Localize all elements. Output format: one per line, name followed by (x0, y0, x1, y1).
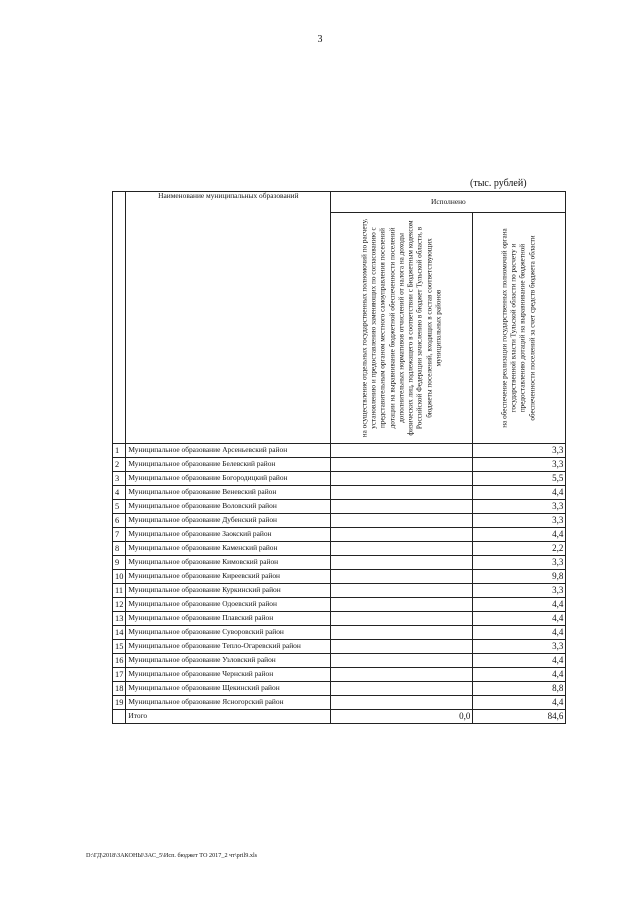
table-row (113, 640, 566, 654)
municipality-name: Муниципальное образование Узловский район (126, 654, 331, 668)
municipality-name: Муниципальное образование Заокский район (126, 528, 331, 542)
value-col-a (331, 612, 473, 626)
value-col-a (331, 570, 473, 584)
municipality-name: Муниципальное образование Суворовский район (126, 626, 331, 640)
row-number: 11 (113, 584, 126, 598)
value-col-b: 3,3 (473, 584, 566, 598)
value-col-a (331, 500, 473, 514)
total-row (113, 710, 566, 724)
value-col-b: 5,5 (473, 472, 566, 486)
table-row (113, 556, 566, 570)
municipality-name: Муниципальное образование Ясногорский район (126, 696, 331, 710)
table-row (113, 514, 566, 528)
value-col-a: 0,0 (331, 710, 473, 724)
table-row (113, 486, 566, 500)
value-col-b: 4,4 (473, 696, 566, 710)
table-row (113, 584, 566, 598)
row-number: 16 (113, 654, 126, 668)
row-number: 18 (113, 682, 126, 696)
row-number: 4 (113, 486, 126, 500)
row-number: 2 (113, 458, 126, 472)
row-number: 8 (113, 542, 126, 556)
value-col-b: 4,4 (473, 668, 566, 682)
municipality-name: Муниципальное образование Веневский район (126, 486, 331, 500)
value-col-a (331, 514, 473, 528)
value-col-b: 84,6 (473, 710, 566, 724)
value-col-b: 4,4 (473, 626, 566, 640)
municipality-name: Муниципальное образование Арсеньевский район (126, 444, 331, 458)
row-number: 7 (113, 528, 126, 542)
value-col-a (331, 696, 473, 710)
municipality-name: Муниципальное образование Тепло-Огаревский район (126, 640, 331, 654)
row-number: 3 (113, 472, 126, 486)
footer-file-path: D:\ГД\2018\ЗАКОНЫ\ЗАС_5\Исп. бюджет ТО 2017_2 чт\pril9.xls (86, 852, 258, 859)
table-row (113, 444, 566, 458)
value-col-b: 4,4 (473, 486, 566, 500)
table-row (113, 528, 566, 542)
value-col-a (331, 682, 473, 696)
value-col-a (331, 668, 473, 682)
value-col-a (331, 626, 473, 640)
table-row (113, 598, 566, 612)
value-col-b: 2,2 (473, 542, 566, 556)
table-row (113, 668, 566, 682)
row-number: 19 (113, 696, 126, 710)
municipality-name: Муниципальное образование Кимовский район (126, 556, 331, 570)
value-col-a (331, 556, 473, 570)
row-number (113, 710, 126, 724)
value-col-b: 4,4 (473, 612, 566, 626)
table-row (113, 682, 566, 696)
value-col-b: 4,4 (473, 528, 566, 542)
row-number: 17 (113, 668, 126, 682)
table-header-row (113, 192, 566, 213)
value-col-a (331, 542, 473, 556)
page-number: 3 (317, 34, 323, 45)
municipality-name: Муниципальное образование Дубенский район (126, 514, 331, 528)
row-number: 14 (113, 626, 126, 640)
municipality-name: Муниципальное образование Богородицкий район (126, 472, 331, 486)
value-col-a (331, 584, 473, 598)
header-col-b (473, 213, 566, 444)
municipality-name: Муниципальное образование Белевский район (126, 458, 331, 472)
row-number: 12 (113, 598, 126, 612)
units-label: (тыс. рублей) (470, 178, 527, 189)
value-col-b: 8,8 (473, 682, 566, 696)
municipality-name: Муниципальное образование Чернский район (126, 668, 331, 682)
municipality-name: Муниципальное образование Киреевский район (126, 570, 331, 584)
table-row (113, 696, 566, 710)
value-col-a (331, 444, 473, 458)
header-name: Наименование муниципальных образований (126, 192, 331, 444)
municipality-name: Муниципальное образование Плавский район (126, 612, 331, 626)
value-col-a (331, 598, 473, 612)
table-row (113, 542, 566, 556)
row-number: 5 (113, 500, 126, 514)
header-num-cell (113, 192, 126, 444)
row-number: 13 (113, 612, 126, 626)
value-col-a (331, 486, 473, 500)
value-col-a (331, 528, 473, 542)
row-number: 6 (113, 514, 126, 528)
table-row (113, 472, 566, 486)
table-row (113, 612, 566, 626)
header-group: Исполнено (331, 192, 566, 213)
row-number: 15 (113, 640, 126, 654)
table-body (113, 444, 566, 724)
table-row (113, 654, 566, 668)
budget-table (112, 191, 566, 724)
municipality-name: Муниципальное образование Воловский район (126, 500, 331, 514)
value-col-b: 3,3 (473, 444, 566, 458)
municipality-name: Муниципальное образование Куркинский район (126, 584, 331, 598)
municipality-name: Муниципальное образование Одоевский район (126, 598, 331, 612)
value-col-a (331, 472, 473, 486)
value-col-a (331, 654, 473, 668)
value-col-b: 3,3 (473, 514, 566, 528)
value-col-b: 3,3 (473, 556, 566, 570)
value-col-b: 3,3 (473, 640, 566, 654)
row-number: 9 (113, 556, 126, 570)
table-row (113, 500, 566, 514)
row-number: 1 (113, 444, 126, 458)
header-col-b-text: на обеспечение реализации государственных полномочий органа государственной власти Тульской области по расчету и предоставлению дотаций на выравнивание бюджетной обеспеченности поселений за счет средств бюджета области (500, 228, 537, 428)
value-col-b: 4,4 (473, 654, 566, 668)
header-col-a (331, 213, 473, 444)
municipality-name: Муниципальное образование Щекинский район (126, 682, 331, 696)
value-col-b: 9,8 (473, 570, 566, 584)
table-row (113, 458, 566, 472)
table-row (113, 570, 566, 584)
municipality-name: Итого (126, 710, 331, 724)
value-col-b: 3,3 (473, 500, 566, 514)
value-col-b: 3,3 (473, 458, 566, 472)
header-col-a-text: на осуществление отдельных государственных полномочий по расчету, установлению и предоставлению заменяющих по согласованию с представительным органом местного самоуправления поселений дотации на выравнивание бюджетной обеспеченности поселений дополнительных нормативов отчислений от налога на доходы физических лиц, подлежащего в соответствии с Бюджетным кодексом Российской Федерации зачислению в бюджет Тульской области, в бюджеты поселений, входящих в состав соответствующих муниципальных районов (360, 218, 443, 438)
table-row (113, 626, 566, 640)
row-number: 10 (113, 570, 126, 584)
municipality-name: Муниципальное образование Каменский район (126, 542, 331, 556)
value-col-b: 4,4 (473, 598, 566, 612)
value-col-a (331, 640, 473, 654)
value-col-a (331, 458, 473, 472)
